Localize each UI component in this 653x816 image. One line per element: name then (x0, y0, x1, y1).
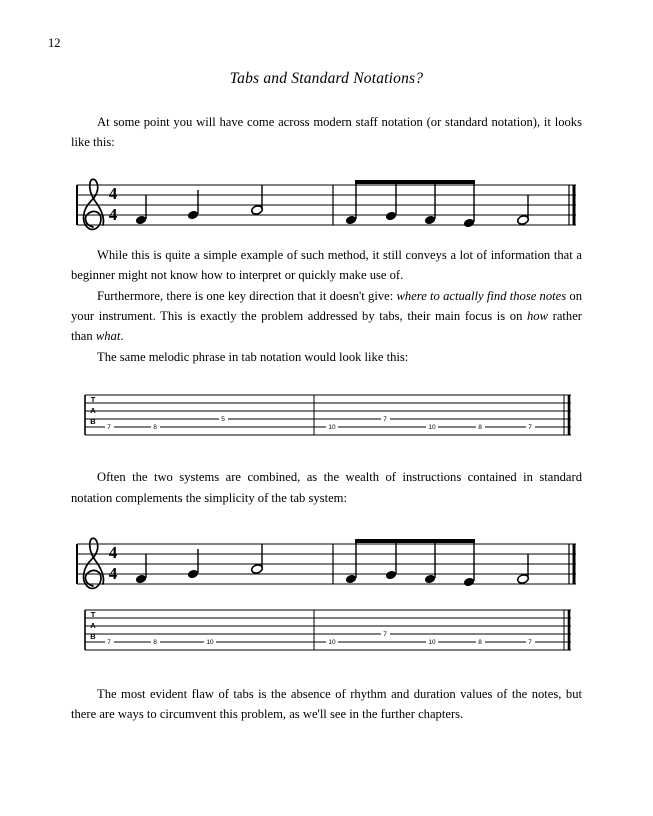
paragraph-3-italic-1: where to actually find those notes (396, 288, 567, 303)
tab-numbers-measure-2 (326, 414, 535, 431)
paragraph-3-part-b: on your instrument. This is exactly the problem addressed by tabs, their main focus is on (71, 288, 582, 323)
tab-fret: 10 (328, 424, 336, 432)
time-signature-top: 4 (108, 542, 118, 562)
page-title: Tabs and Standard Notations? (229, 70, 424, 87)
paragraph-3 (71, 286, 582, 347)
paragraph-3-part-a: Furthermore, there is one key direction that it doesn't give: (97, 288, 397, 303)
tab-notation-svg (71, 389, 582, 443)
paragraph-3-italic-3: what (95, 329, 121, 344)
tab-numbers-measure-1 (105, 414, 228, 431)
tab-fret: 7 (107, 424, 111, 432)
tab-label-a: A (90, 406, 96, 416)
tab-fret: 10 (428, 638, 436, 646)
paragraph-4: The same melodic phrase in tab notation would look like this: (97, 349, 409, 364)
tab-label-b: B (90, 417, 96, 427)
tab-fret: 8 (153, 638, 157, 646)
time-signature-top: 4 (108, 183, 118, 203)
treble-clef-icon (84, 538, 104, 588)
tab-label-a: A (90, 620, 96, 630)
combined-tab-numbers-measure-2 (326, 629, 535, 646)
paragraph-3-italic-2: how (527, 308, 548, 323)
tab-label-t: T (90, 395, 96, 405)
tab-fret: 7 (107, 638, 111, 646)
tab-fret: 8 (478, 424, 482, 432)
treble-clef-icon (84, 179, 104, 229)
tab-fret: 10 (428, 424, 436, 432)
page-number: 12 (48, 36, 61, 50)
paragraph-2: While this is quite a simple example of such method, it still conveys a lot of information that a beginner might not know how to interpret or quickly make use of. (71, 247, 582, 283)
staff-notation-example-1 (71, 171, 582, 245)
time-signature-bottom: 4 (108, 563, 118, 583)
tab-fret: 7 (528, 638, 532, 646)
tab-fret: 10 (206, 638, 214, 646)
paragraph-5: Often the two systems are combined, as the wealth of instructions contained in standard notation complements the simplicity of the tab system: (71, 470, 582, 505)
paragraph-1: At some point you will have come across modern staff notation (or standard notation), it looks like this: (71, 115, 582, 150)
paragraph-3-part-d: . (120, 329, 124, 344)
combined-tab-numbers-measure-1 (105, 637, 216, 646)
combined-notation-svg (71, 530, 582, 660)
tab-fret: 7 (528, 424, 532, 432)
tab-fret: 5 (221, 416, 225, 424)
tab-notation-example (71, 389, 582, 443)
paragraph-6: The most evident flaw of tabs is the absence of rhythm and duration values of the notes, but there are ways to circumvent this problem, as we'll see in the further chapters. (71, 686, 582, 722)
tab-string-labels (90, 610, 96, 641)
page-content (71, 112, 582, 725)
tab-fret: 8 (478, 638, 482, 646)
combined-measure-2-notes (345, 539, 529, 587)
tab-fret: 7 (383, 416, 387, 424)
tab-fret: 8 (153, 424, 157, 432)
measure-2-notes (345, 180, 529, 228)
tab-string-labels (90, 395, 96, 426)
staff-notation-svg-1 (71, 171, 582, 245)
time-signature (109, 543, 118, 583)
tab-label-t: T (90, 609, 96, 619)
tab-fret: 10 (328, 638, 336, 646)
combined-notation-example (71, 530, 582, 660)
tab-fret: 7 (383, 630, 387, 638)
time-signature (109, 184, 118, 224)
tab-label-b: B (90, 631, 96, 641)
time-signature-bottom: 4 (108, 204, 118, 224)
paragraph-3-part-c: rather than (71, 308, 582, 344)
